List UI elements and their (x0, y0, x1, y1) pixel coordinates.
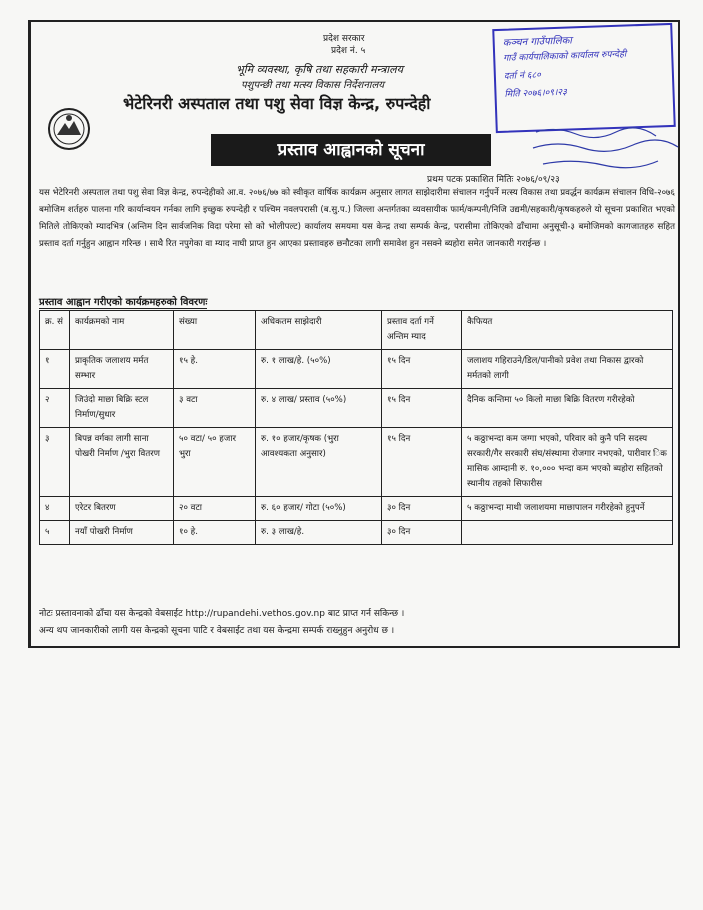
directorate-label: पशुपन्छी तथा मत्स्य विकास निर्देशनालय (241, 80, 385, 91)
stamp-line-3: दर्ता नं ६८० (503, 70, 542, 82)
programs-table (39, 310, 673, 545)
cell-quantity: ५० वटा/ ५० हजार भुरा (174, 428, 256, 497)
cell-max-share: रु. ४ लाख/ प्रस्ताव (५०%) (256, 389, 382, 428)
table-header-row (40, 311, 673, 350)
stamp-line-2: गाउँ कार्यपालिकाको कार्यालय रुपन्देही (503, 49, 627, 64)
cell-program: बिपन्न वर्गका लागी साना पोखरी निर्माण /भुरा वितरण (70, 428, 174, 497)
cell-deadline: ३० दिन (382, 521, 462, 545)
cell-sn: १ (40, 350, 70, 389)
cell-remarks: ५ कठ्ठाभन्दा कम जग्गा भएको, परिवार को कुनै पनि सदस्य सरकारी/गैर सरकारी संघ/संस्थामा रोजगार नभएको, पारीवार िक मासिक आम्दानी रु. १०,००० भन्दा कम भएको ब्यहोरा सहितको स्थानीय तहको सिफारीस (462, 428, 673, 497)
registration-stamp (492, 23, 676, 133)
notice-footer (39, 606, 675, 640)
cell-program: प्राकृतिक जलाशय मर्मत सम्भार (70, 350, 174, 389)
col-max-share: अधिकतम साझेदारी (256, 311, 382, 350)
cell-remarks: दैनिक कन्तिमा ५० किलो माछा बिक्रि वितरण गरीरहेको (462, 389, 673, 428)
cell-max-share: रु. ३ लाख/हे. (256, 521, 382, 545)
table-row (40, 497, 673, 521)
cell-remarks (462, 521, 673, 545)
footer-contact: अन्य थप जानकारीको लागी यस केन्द्रको सूचना पाटि र वेबसाईट तथा यस केन्द्रमा सम्पर्क राख्नुहुन अनुरोध छ । (39, 626, 395, 636)
cell-deadline: १५ दिन (382, 389, 462, 428)
cell-quantity: २० वटा (174, 497, 256, 521)
cell-program: एरेटर बितरण (70, 497, 174, 521)
col-remarks: कैफियत (462, 311, 673, 350)
cell-max-share: रु. ६० हजार/ गोटा (५०%) (256, 497, 382, 521)
cell-sn: २ (40, 389, 70, 428)
publish-date: प्रथम पटक प्रकाशित मितिः २०७६/०९/२३ (427, 175, 560, 185)
cell-quantity: ३ वटा (174, 389, 256, 428)
col-quantity: संख्या (174, 311, 256, 350)
cell-remarks: ५ कठ्ठाभन्दा माथी जलाशयमा माछापालन गरीरहेको हुनुपर्ने (462, 497, 673, 521)
notice-title: प्रस्ताव आह्वानको सूचना (211, 134, 491, 166)
cell-deadline: १५ दिन (382, 428, 462, 497)
cell-quantity: १० हे. (174, 521, 256, 545)
province-label: प्रदेश नं. ५ (331, 46, 366, 56)
cell-deadline: १५ दिन (382, 350, 462, 389)
cell-remarks: जलाशय गहिराउने/डिल/पानीको प्रवेश तथा निकास द्वारको मर्मतको लागी (462, 350, 673, 389)
cell-program: नयाँ पोखरी निर्माण (70, 521, 174, 545)
table-row (40, 350, 673, 389)
office-title: भेटेरिनरी अस्पताल तथा पशु सेवा विज्ञ केन्द्र, रुपन्देही (123, 94, 431, 113)
col-program: कार्यक्रमको नाम (70, 311, 174, 350)
col-sn: क्र. सं (40, 311, 70, 350)
nepal-emblem-icon (47, 107, 91, 151)
table-row (40, 428, 673, 497)
stamp-line-4: मिति २०७६।०९।२३ (504, 87, 567, 100)
table-row (40, 389, 673, 428)
stamp-line-1: कञ्चन गाउँपालिका (502, 35, 573, 49)
cell-sn: ३ (40, 428, 70, 497)
cell-quantity: १५ हे. (174, 350, 256, 389)
cell-sn: ४ (40, 497, 70, 521)
footer-note: नोटः प्रस्तावनाको ढाँचा यस केन्द्रको वेबसाईट http://rupandehi.vethos.gov.np बाट प्राप्त गर्न सकिन्छ । (39, 609, 405, 619)
table-row (40, 521, 673, 545)
notice-body: यस भेटेरिनरी अस्पताल तथा पशु सेवा विज्ञ केन्द्र, रुपन्देहीको आ.व. २०७६/७७ को स्वीकृत वार्षिक कार्यक्रम अनुसार लागत साझेदारीमा संचालन गर्नुपर्ने मत्स्य विकास तथा प्रवर्द्धन कार्यक्रम संचालन विधि-२०७६ बमोजिम शर्तहरु पालना गरि कार्यान्वयन गर्नका लागि इच्छुक रुपन्देही र पश्चिम नवलपरासी (ब.सु.प.) जिल्ला अन्तर्गतका व्यवसायीक फार्म/कम्पनी/निजि उद्यमी/सहकारी/कृषकहरुले यो सूचना प्रकाशित भएको मितिले तोकिएको म्यादभित्र (अन्तिम दिन सार्वजनिक विदा परेमा सो को भोलीपल्ट) कार्यालय समयमा यस केन्द्र तथा सम्पर्क केन्द्र, परासीमा तोकिएको ढाँचामा अनुसूची-३ बमोजिमको कागजातहरु सहित प्रस्ताव दर्ता गर्नुहुन आह्वान गरिन्छ । साथै रित नपुगेका वा म्याद नाघी प्राप्त हुन आएका प्रस्तावहरु छनौटका लागी समावेश हुन नसक्ने ब्यहोरा समेत जानकारी गराईन्छ । (39, 188, 675, 249)
notice-frame (28, 20, 680, 648)
cell-deadline: ३० दिन (382, 497, 462, 521)
handwritten-scribble-icon (531, 120, 681, 180)
cell-sn: ५ (40, 521, 70, 545)
cell-program: जिउंदो माछा बिक्रि स्टल निर्माण/सुधार (70, 389, 174, 428)
ministry-label: भूमि व्यवस्था, कृषि तथा सहकारी मन्त्रालय (236, 63, 403, 76)
cell-max-share: रु. १० हजार/कृषक (भुरा आवश्यकता अनुसार) (256, 428, 382, 497)
cell-max-share: रु. १ लाख/हे. (५०%) (256, 350, 382, 389)
govt-label: प्रदेश सरकार (323, 34, 365, 44)
col-deadline: प्रस्ताव दर्ता गर्ने अन्तिम म्याद (382, 311, 462, 350)
programs-subtitle: प्रस्ताव आह्वान गरीएको कार्यक्रमहरुको विवरणः (39, 294, 207, 309)
